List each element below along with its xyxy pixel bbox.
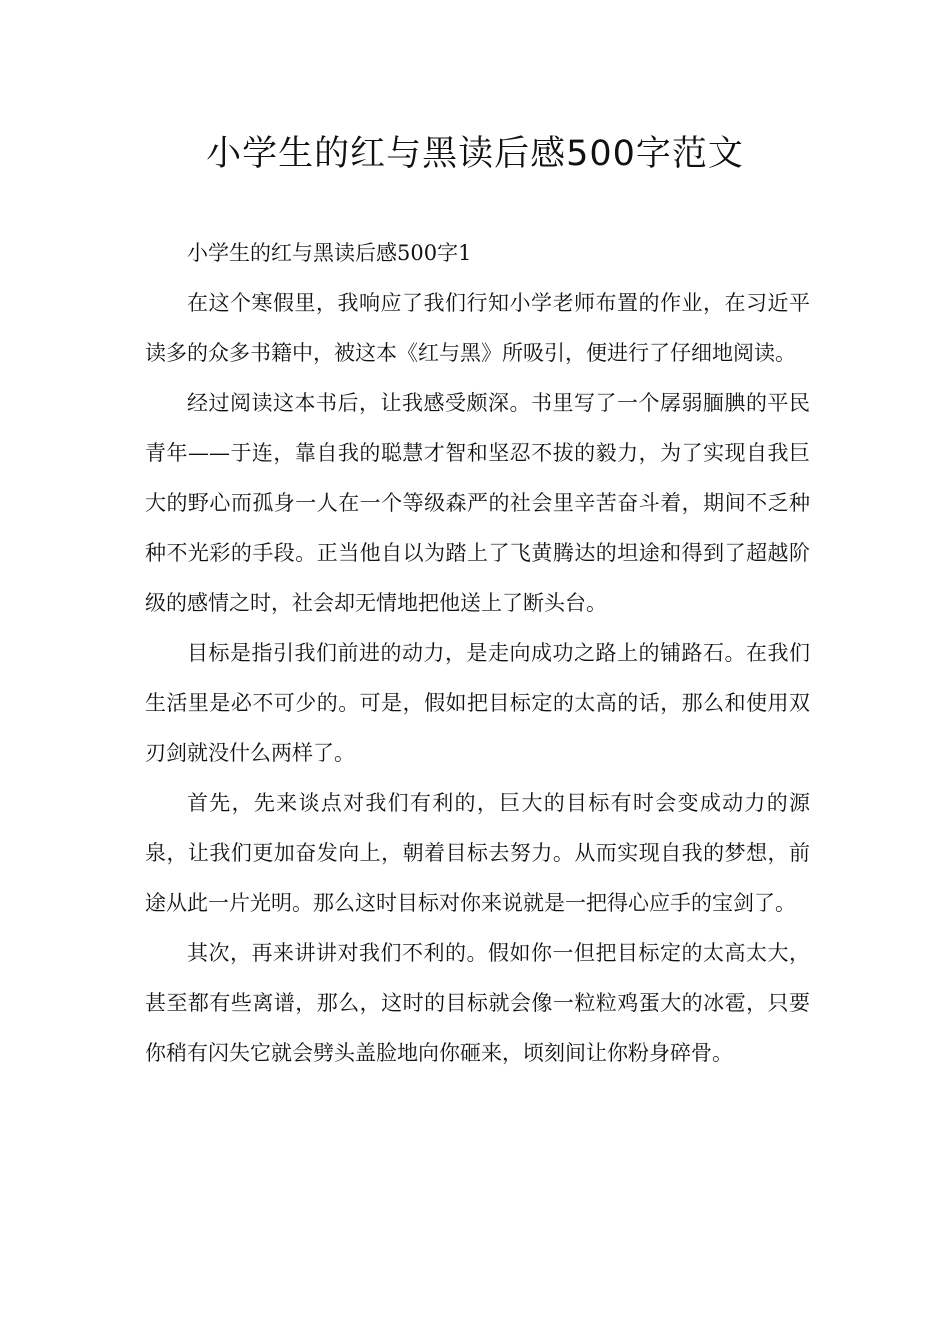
document-title: 小学生的红与黑读后感500字范文 xyxy=(206,134,744,174)
paragraph-4: 目标是指引我们前进的动力，是走向成功之路上的铺路石。在我们生活里是必不可少的。可是，假如把目标定的太高的话，那么和使用双刃剑就没什么两样了。 xyxy=(145,641,810,765)
paragraph-2: 在这个寒假里，我响应了我们行知小学老师布置的作业，在习近平读多的众多书籍中，被这本《红与黑》所吸引，便进行了仔细地阅读。 xyxy=(145,291,810,365)
document-body xyxy=(145,228,810,1078)
paragraph-3: 经过阅读这本书后，让我感受颇深。书里写了一个孱弱腼腆的平民青年——于连，靠自我的聪慧才智和坚忍不拔的毅力，为了实现自我巨大的野心而孤身一人在一个等级森严的社会里辛苦奋斗着，期间不乏种种不光彩的手段。正当他自以为踏上了飞黄腾达的坦途和得到了超越阶级的感情之时，社会却无情地把他送上了断头台。 xyxy=(145,391,810,615)
paragraph-5: 首先，先来谈点对我们有利的，巨大的目标有时会变成动力的源泉，让我们更加奋发向上，朝着目标去努力。从而实现自我的梦想，前途从此一片光明。那么这时目标对你来说就是一把得心应手的宝剑了。 xyxy=(145,791,810,915)
paragraph-1: 小学生的红与黑读后感500字1 xyxy=(187,241,472,265)
paragraph-6: 其次，再来讲讲对我们不利的。假如你一但把目标定的太高太大，甚至都有些离谱，那么，这时的目标就会像一粒粒鸡蛋大的冰雹，只要你稍有闪失它就会劈头盖脸地向你砸来，顷刻间让你粉身碎骨。 xyxy=(145,941,810,1065)
